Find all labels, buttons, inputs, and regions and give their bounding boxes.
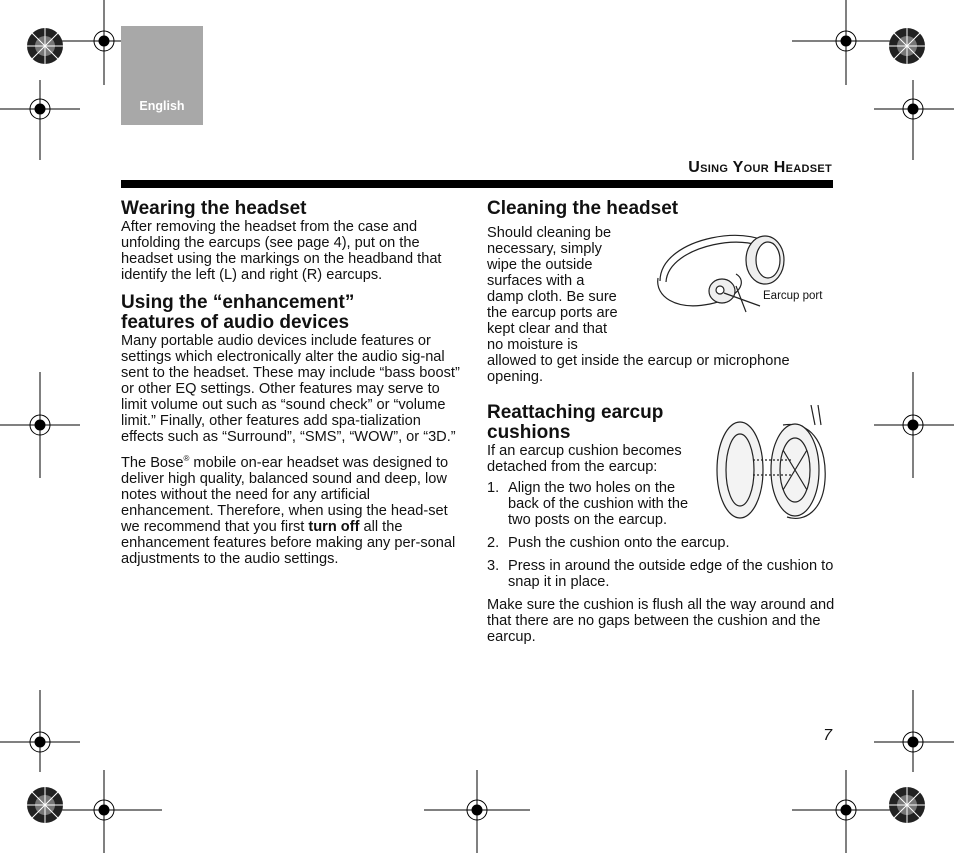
step-text: Align the two holes on the back of the cushion with the two posts on the earcup. [508,480,689,528]
cleaning-line: Should cleaning be [487,225,612,241]
running-head: Using Your Headset [688,159,832,176]
cleaning-line: kept clear and that [487,321,608,337]
step-item [487,558,835,590]
bose-paragraph [121,451,466,567]
header-rule [121,180,833,188]
bose-text-2: mobile on-ear headset was designed to deliver high quality, balanced sound and deep, low notes without the need for any artificial enhancement. Therefore, when using the head-set we recommend that you first [121,454,449,535]
step-text: Press in around the outside edge of the cushion to snap it in place. [508,558,834,590]
cleaning-heading: Cleaning the headset [487,198,679,219]
bose-bold: turn off [308,518,360,535]
cleaning-line: the earcup ports are [487,305,618,321]
step-number: 1. [487,480,500,496]
step-number: 3. [487,558,500,574]
cleaning-line: damp cloth. Be sure [487,289,617,305]
reattach-heading-line1: Reattaching earcup [487,402,664,423]
step-text: Push the cushion onto the earcup. [508,535,730,551]
headset-illustration [650,226,790,316]
registered-mark: ® [183,454,190,463]
cleaning-tail: allowed to get inside the earcup or microphone opening. [487,353,790,385]
page-number: 7 [823,727,832,744]
reattach-heading-line2: cushions [487,422,571,443]
earcup-port-label: Earcup port [763,290,823,302]
step-number: 2. [487,535,500,551]
cleaning-line: necessary, simply [487,241,602,257]
enhancement-text: Many portable audio devices include features or settings which electronically alter the audio sig-nal sent to the headset. These may include “bass boost” or other EQ settings. Other features may serve to limit volume out such as “sound check” or “volume limit.” Finally, other features add spa-tialization effects such as “Surround”, “SMS”, “WOW”, or “3D.” [121,333,460,445]
cleaning-line: surfaces with a [487,273,585,289]
reattach-intro: If an earcup cushion becomes detached from the earcup: [487,443,682,475]
cleaning-line: no moisture is [487,337,578,353]
left-column [121,199,466,567]
step-item [487,535,835,551]
wearing-text: After removing the headset from the case and unfolding the earcups (see page 4), put on the headset using the markings on the headband that identify the left (L) and right (R) earcups. [121,219,442,283]
closing-text: Make sure the cushion is flush all the way around and that there are no gaps between the cushion and the earcup. [487,597,835,645]
step-item [487,480,698,528]
earcup-cushion-illustration [715,405,830,525]
wearing-heading: Wearing the headset [121,198,307,219]
enhancement-heading-line1: Using the “enhancement” [121,292,355,313]
language-tab [121,26,203,125]
cleaning-line: wipe the outside [487,257,593,273]
language-tab-label: English [139,99,185,113]
bose-text-3: all the enhancement features before making any per-sonal adjustments to the audio settings. [121,518,456,567]
enhancement-heading [121,293,466,333]
enhancement-heading-line2: features of audio devices [121,312,350,333]
bose-text-1: The Bose [121,454,184,471]
